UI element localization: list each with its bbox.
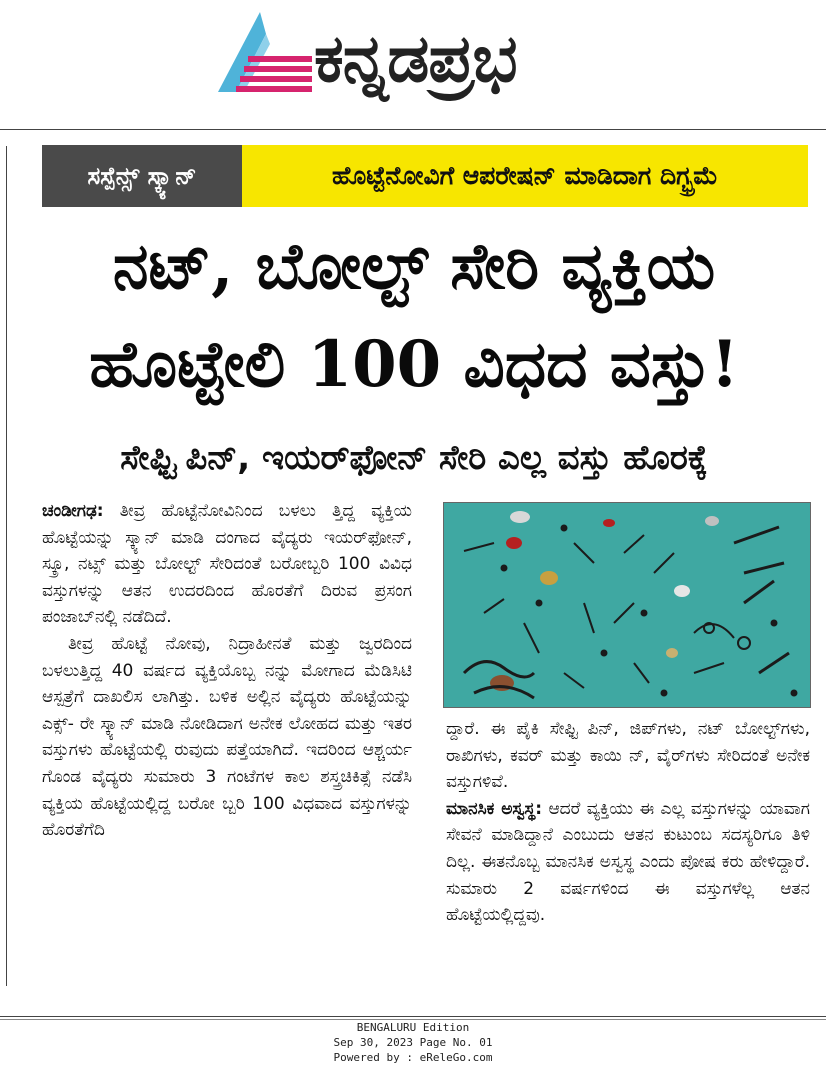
triangle-logo-icon — [214, 10, 314, 96]
article-paragraph-1 — [42, 498, 412, 631]
subheadline: ಸೇಫ್ಟಿ ಪಿನ್, ಇಯರ್‌ಫೋನ್ ಸೇರಿ ಎಲ್ಲ ವಸ್ತು ಹೊರಕ್ಕೆ — [120, 438, 708, 478]
article-paragraph-2 — [42, 631, 412, 844]
masthead-divider — [0, 129, 826, 130]
paragraph-3-text: ಆದರೆ ವ್ಯಕ್ತಿಯು ಈ ಎಲ್ಲ ವಸ್ತುಗಳನ್ನು ಯಾವಾಗ ಸೇವನೆ ಮಾಡಿದ್ದಾನೆ ಎಂಬುದು ಆತನ ಕುಟುಂಬ ಸದಸ್ಯರಿಗೂ ತಿಳಿ ದಿಲ್ಲ. ಈತನೊಬ್ಬ ಮಾನಸಿಕ ಅಸ್ವಸ್ಥ ಎಂದು ಪೋಷ ಕರು ಹೇಳಿದ್ದಾರೆ. ಸುಮಾರು 2 ವರ್ಷಗಳಿಂದ ಈ ವಸ್ತುಗಳೆಲ್ಲ ಆತನ ಹೊಟ್ಟೆಯಲ್ಲಿದ್ದವು. — [446, 798, 810, 926]
headline — [14, 218, 814, 414]
edition-label: BENGALURU Edition — [356, 1021, 470, 1034]
article-paragraph-3 — [446, 796, 810, 929]
headline-line-2: ಹೊಟ್ಟೇಲಿ 100 ವಿಧದ ವಸ್ತು! — [89, 327, 739, 402]
kicker-category: ಸಸ್ಪೆನ್ಸ್ ಸ್ಕ್ಯಾನ್ — [42, 145, 242, 207]
headline-line-1: ನಟ್, ಬೋಲ್ಟ್ ಸೇರಿ ವ್ಯಕ್ತಿಯ — [112, 229, 716, 304]
column-rule — [6, 146, 7, 986]
kicker-topic: ಹೊಟ್ಟೆನೋವಿಗೆ ಆಪರೇಷನ್ ಮಾಡಿದಾಗ ದಿಗ್ಭ್ರಮೆ — [242, 145, 808, 207]
extracted-objects-image — [444, 503, 810, 707]
paragraph-2-text: ತೀವ್ರ ಹೊಟ್ಟೆ ನೋವು, ನಿದ್ರಾಹೀನತೆ ಮತ್ತು ಜ್ವರದಿಂದ ಬಳಲುತ್ತಿದ್ದ 40 ವರ್ಷದ ವ್ಯಕ್ತಿಯೊಬ್ಬ ನನ್ನು ಮೋಗಾದ ಮೆಡಿಸಿಟಿ ಆಸ್ಪತ್ರೆಗೆ ದಾಖಲಿಸ ಲಾಗಿತ್ತು. ಬಳಿಕ ಅಲ್ಲಿನ ವೈದ್ಯರು ಹೊಟ್ಟೆಯನ್ನು ಎಕ್ಸ್- ರೇ ಸ್ಕ್ಯಾನ್ ಮಾಡಿ ನೋಡಿದಾಗ ಅನೇಕ ಲೋಹದ ಮತ್ತು ಇತರ ವಸ್ತುಗಳು ಹೊಟ್ಟೆಯಲ್ಲಿ ರುವುದು ಪತ್ತೆಯಾಗಿದೆ. ಇದರಿಂದ ಆಶ್ಚರ್ಯ ಗೊಂಡ ವೈದ್ಯರು ಸುಮಾರು 3 ಗಂಟೆಗಳ ಕಾಲ ಶಸ್ತ್ರಚಿಕಿತ್ಸೆ ನಡೆಸಿ ವ್ಯಕ್ತಿಯ ಹೊಟ್ಟೆಯಲ್ಲಿದ್ದ ಬರೋ ಬ್ಬರಿ 100 ವಿಧವಾದ ವಸ್ತುಗಳನ್ನು ಹೊರತೆಗೆದಿ — [42, 633, 412, 841]
paragraph-2-continued-text: ದ್ದಾರೆ. ಈ ಪೈಕಿ ಸೇಫ್ಟಿ ಪಿನ್, ಜಿಪ್‌ಗಳು, ನಟ್ ಬೋಲ್ಟ್‌ಗಳು, ರಾಖಿಗಳು, ಕವರ್ ಮತ್ತು ಕಾಯಿ ನ್, ವೈರ್‌ಗಳು ಸೇರಿದಂತೆ ಅನೇಕ ವಸ್ತುಗಳಿವೆ. — [446, 719, 810, 793]
page-footer — [0, 1020, 826, 1065]
date-page-label: Sep 30, 2023 Page No. 01 — [333, 1036, 493, 1049]
paragraph-1-text: ತೀವ್ರ ಹೊಟ್ಟೆನೋವಿನಿಂದ ಬಳಲು ತ್ತಿದ್ದ ವ್ಯಕ್ತಿಯ ಹೊಟ್ಟೆಯನ್ನು ಸ್ಕ್ಯಾನ್ ಮಾಡಿ ದಂಗಾದ ವೈದ್ಯರು ಇಯರ್‌ಫೋನ್, ಸ್ಕ್ರೂ, ನಟ್ಸ್ ಮತ್ತು ಬೋಲ್ಟ್ ಸೇರಿದಂತೆ ಬರೋಬ್ಬರಿ 100 ವಿವಿಧ ವಸ್ತುಗಳನ್ನು ಆತನ ಉದರದಿಂದ ಹೊರತೆಗೆ ದಿರುವ ಪ್ರಸಂಗ ಪಂಜಾಬ್‌ನಲ್ಲಿ ನಡೆದಿದೆ. — [42, 501, 412, 628]
footer-divider — [0, 1016, 826, 1017]
dateline: ಚಂಡೀಗಢ: — [42, 501, 104, 521]
powered-by-label: Powered by : eReleGo.com — [333, 1051, 493, 1064]
masthead — [0, 0, 826, 130]
article-photo — [443, 502, 811, 708]
article-paragraph-2-continued — [446, 716, 810, 796]
section-subheading: ಮಾನಸಿಕ ಅಸ್ವಸ್ಥ: — [446, 798, 543, 819]
article-column-right — [446, 716, 810, 929]
article-column-left — [42, 498, 412, 844]
masthead-logo-text: ಕನ್ನಡಪ್ರಭ — [314, 20, 517, 97]
